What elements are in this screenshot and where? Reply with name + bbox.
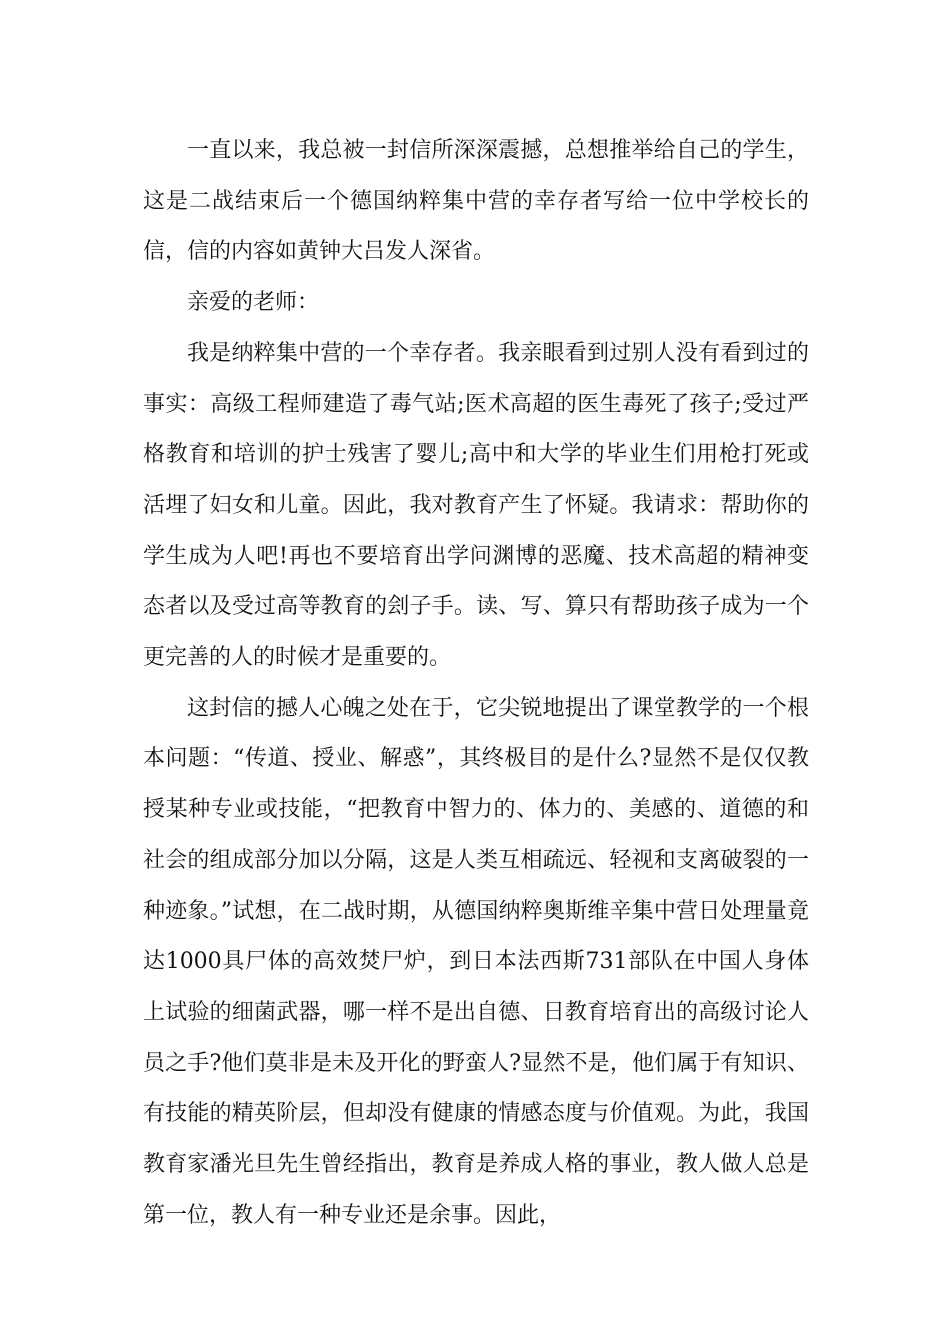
letter-body: 我是纳粹集中营的一个幸存者。我亲眼看到过别人没有看到过的事实：高级工程师建造了毒气站;医术高超的医生毒死了孩子;受过严格教育和培训的护士残害了婴儿;高中和大学的毕业生们用枪打死或活埋了妇女和儿童。因此，我对教育产生了怀疑。我请求：帮助你的学生成为人吧!再也不要培育出学问渊博的恶魔、技术高超的精神变态者以及受过高等教育的刽子手。读、写、算只有帮助孩子成为一个更完善的人的时候才是重要的。 [143,340,809,671]
paragraph-intro: 一直以来，我总被一封信所深深震撼，总想推举给自己的学生，这是二战结束后一个德国纳粹集中营的幸存者写给一位中学校长的信，信的内容如黄钟大吕发人深省。 [143,138,809,265]
document-body [143,126,809,1241]
paragraph-analysis: 这封信的撼人心魄之处在于，它尖锐地提出了课堂教学的一个根本问题：“传道、授业、解惑”，其终极目的是什么?显然不是仅仅教授某种专业或技能，“把教育中智力的、体力的、美感的、道德的和社会的组成部分加以分隔，这是人类互相疏远、轻视和支离破裂的一种迹象。”试想，在二战时期，从德国纳粹奥斯维辛集中营日处理量竟达1000具尸体的高效焚尸炉，到日本法西斯731部队在中国人身体上试验的细菌武器，哪一样不是出自德、日教育培育出的高级讨论人员之手?他们莫非是未及开化的野蛮人?显然不是，他们属于有知识、有技能的精英阶层，但却没有健康的情感态度与价值观。为此，我国教育家潘光旦先生曾经指出，教育是养成人格的事业，教人做人总是第一位，教人有一种专业还是余事。因此， [143,695,809,1228]
letter-salutation: 亲爱的老师： [187,290,320,316]
